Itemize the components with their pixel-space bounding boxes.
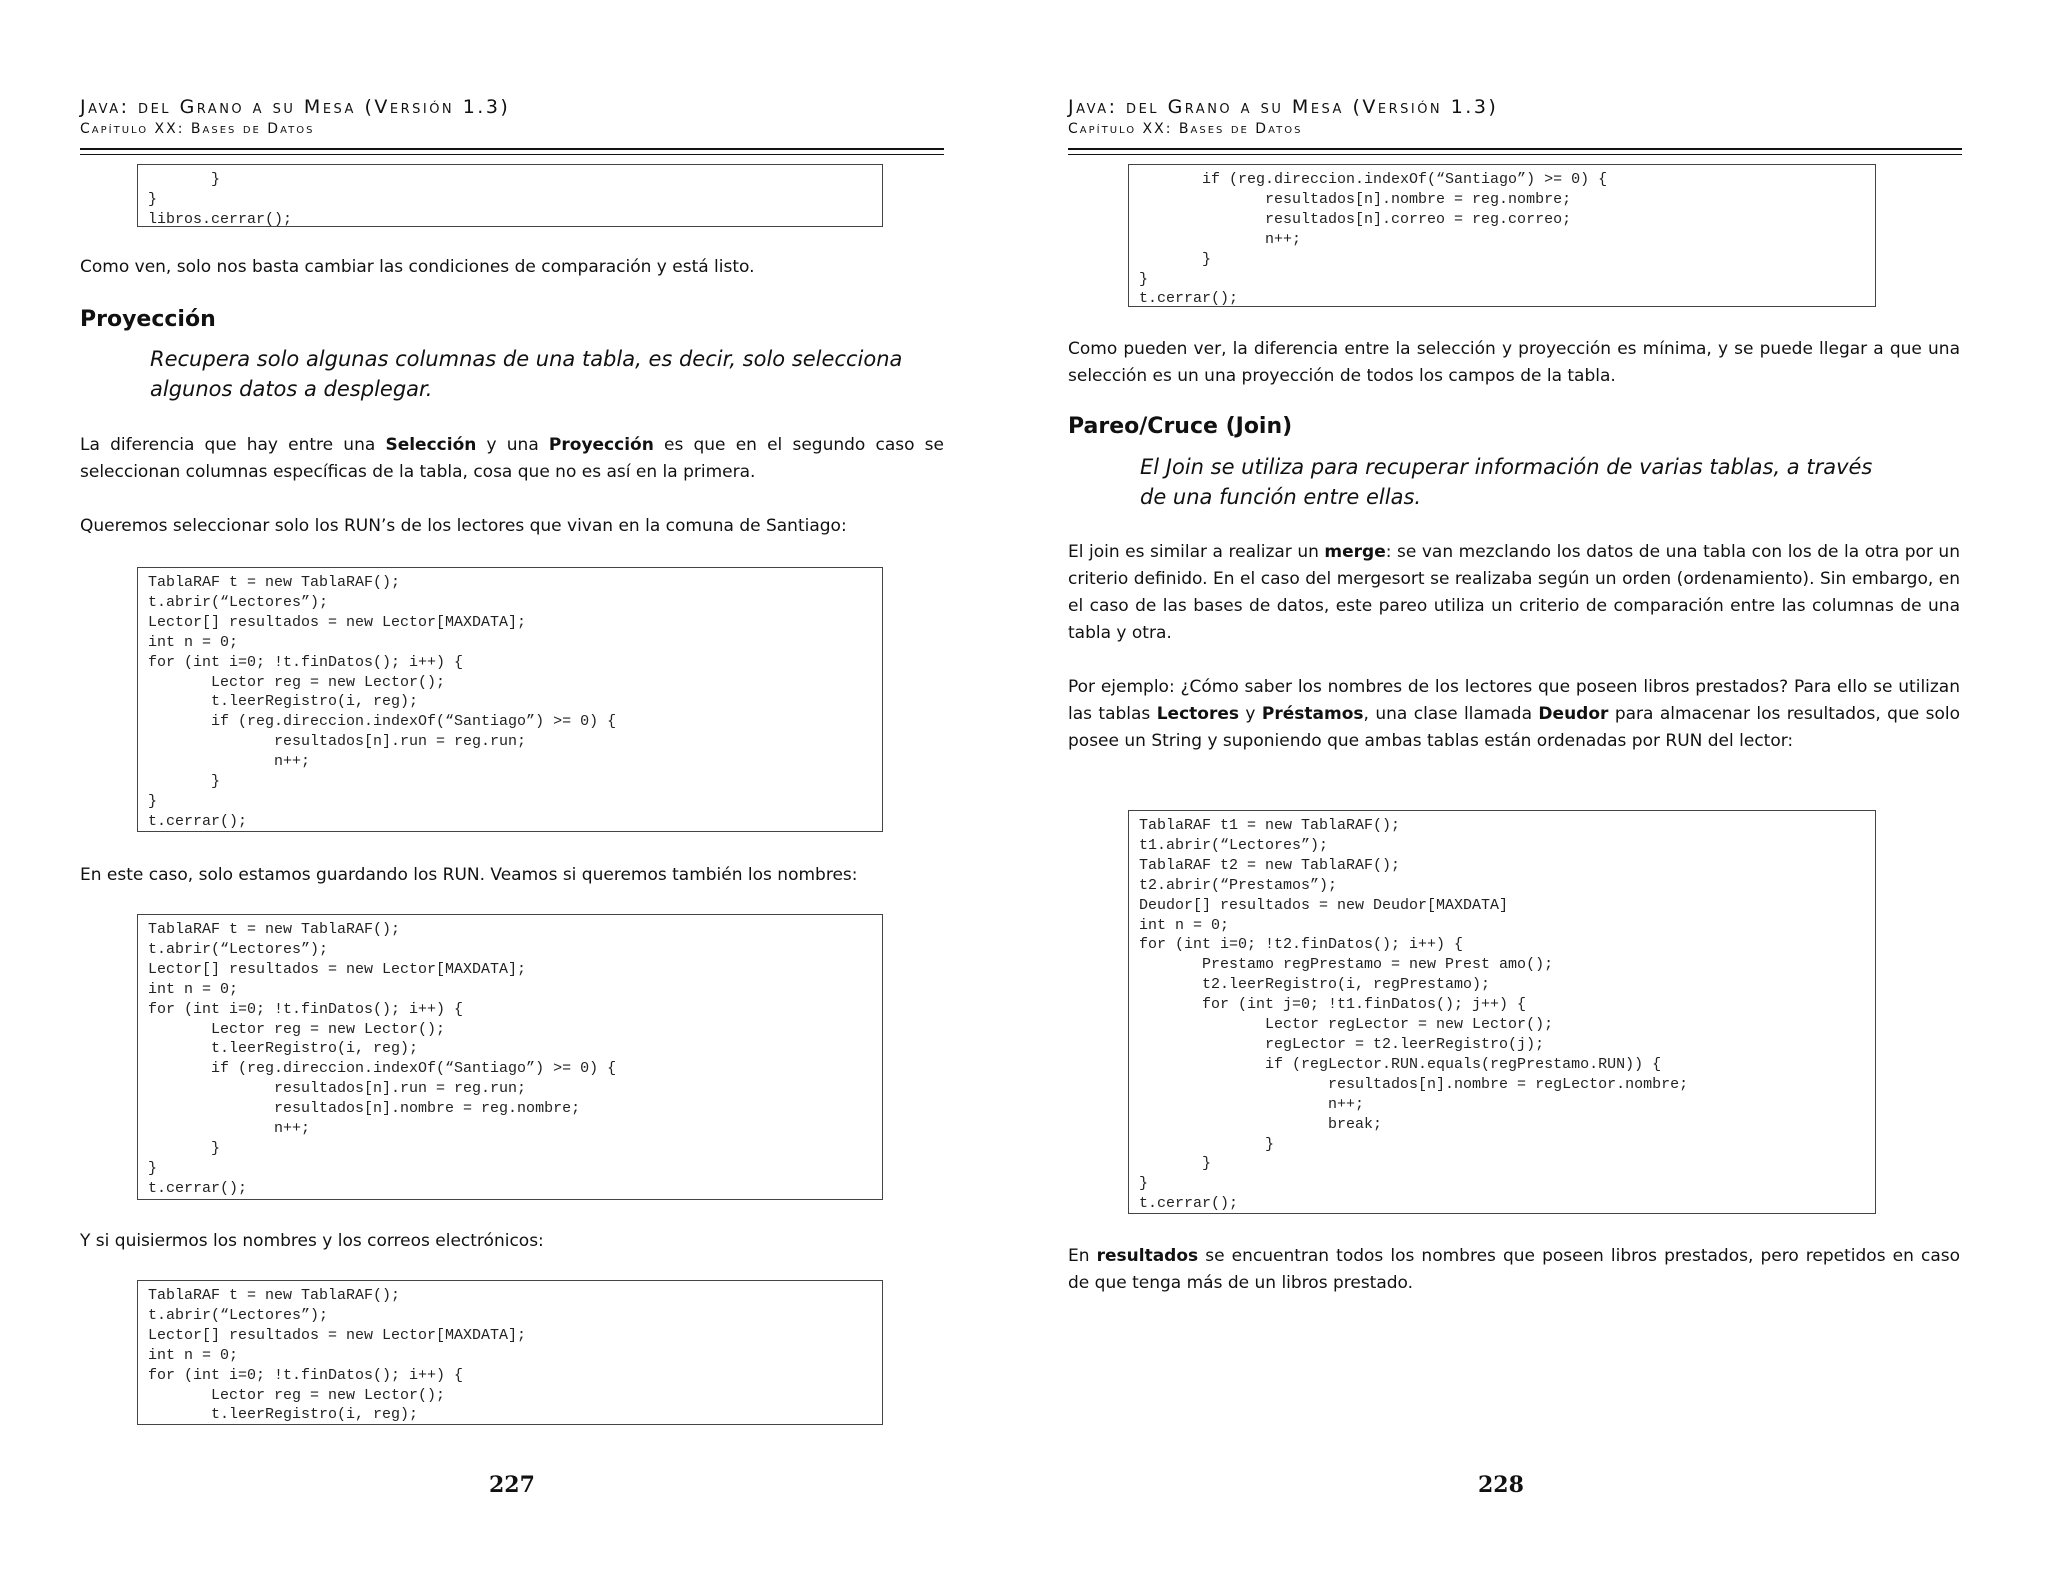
header-rule-thin bbox=[1068, 154, 1962, 155]
code-block bbox=[1128, 810, 1876, 1214]
running-header-chapter: Capítulo XX: Bases de Datos bbox=[80, 121, 315, 137]
header-rule-thin bbox=[80, 154, 944, 155]
code-block bbox=[137, 1280, 883, 1425]
paragraph: En este caso, solo estamos guardando los RUN. Veamos si queremos también los nombres: bbox=[80, 865, 858, 885]
header-rule bbox=[80, 148, 944, 150]
paragraph: Y si quisiermos los nombres y los correos electrónicos: bbox=[80, 1231, 544, 1251]
bold-term: Proyección bbox=[548, 435, 654, 455]
right-page bbox=[1024, 0, 2048, 1582]
bold-term: merge bbox=[1324, 542, 1386, 562]
code-block bbox=[137, 164, 883, 227]
definition-quote-line-1: Recupera solo algunas columnas de una tabla, es decir, solo selecciona bbox=[150, 347, 903, 371]
paragraph: Como pueden ver, la diferencia entre la selección y proyección es mínima, y se puede llegar a que una selección es un una proyección de todos los campos de la tabla. bbox=[1068, 339, 1960, 386]
paragraph: En resultados se encuentran todos los nombres que poseen libros prestados, pero repetidos en caso de que tenga más de un libros prestado. bbox=[1068, 1246, 1960, 1293]
header-rule bbox=[1068, 148, 1962, 150]
code-block bbox=[137, 914, 883, 1200]
bold-term: Selección bbox=[385, 435, 477, 455]
paragraph: Como ven, solo nos basta cambiar las condiciones de comparación y está listo. bbox=[80, 257, 755, 277]
definition-quote-line-1: El Join se utiliza para recuperar información de varias tablas, a través bbox=[1140, 455, 1873, 479]
definition-quote-line-2: algunos datos a desplegar. bbox=[150, 377, 433, 401]
running-header-chapter: Capítulo XX: Bases de Datos bbox=[1068, 121, 1303, 137]
code-text: if (reg.direccion.indexOf(“Santiago”) >= 0) { resultados[n].nombre = reg.nombre; resultados[n].correo = reg.correo; n++; } } t.cerrar(); bbox=[1139, 171, 1608, 307]
bold-term: Deudor bbox=[1538, 704, 1609, 724]
section-title: Proyección bbox=[80, 307, 216, 332]
section-title: Pareo/Cruce (Join) bbox=[1068, 414, 1293, 439]
bold-term: Lectores bbox=[1156, 704, 1239, 724]
page-number: 228 bbox=[1478, 1472, 1524, 1498]
definition-quote-line-2: de una función entre ellas. bbox=[1140, 485, 1422, 509]
code-text: TablaRAF t = new TablaRAF(); t.abrir(“Lectores”); Lector[] resultados = new Lector[MAXDATA]; int n = 0; for (int i=0; !t.finDatos(); i++) { Lector reg = new Lector(); t.leerRegistro(i, reg); if (reg.direccion.indexOf(“Santiago”) >= 0) { resultados[n].run = reg.run; n++; } } t.cerrar(); bbox=[148, 574, 617, 830]
bold-term: Préstamos bbox=[1261, 704, 1364, 724]
running-header-title: Java: del Grano a su Mesa (Versión 1.3) bbox=[1068, 96, 1499, 118]
code-text: TablaRAF t1 = new TablaRAF(); t1.abrir(“Lectores”); TablaRAF t2 = new TablaRAF(); t2.abrir(“Prestamos”); Deudor[] resultados = new Deudor[MAXDATA] int n = 0; for (int i=0; !t2.finDatos(); i++) { Prestamo regPrestamo = new Prest amo(); t2.leerRegistro(i, regPrestamo); for (int j=0; !t1.finDatos(); j++) { Lector regLector = new Lector(); regLector = t2.leerRegistro(j); if (regLector.RUN.equals(regPrestamo.RUN)) { resultados[n].nombre = regLector.nombre; n++; break; } } } t.cerrar(); bbox=[1139, 817, 1689, 1213]
paragraph: Queremos seleccionar solo los RUN’s de los lectores que vivan en la comuna de Santiago: bbox=[80, 516, 847, 536]
paragraph: El join es similar a realizar un merge: se van mezclando los datos de una tabla con los de la otra por un criterio definido. En el caso del mergesort se realizaba según un orden (ordenamiento). Sin embargo, en el caso de las bases de datos, este pareo utiliza un criterio de comparación entre las columnas de una tabla y otra. bbox=[1068, 542, 1960, 643]
paragraph: La diferencia que hay entre una Selección y una Proyección es que en el segundo caso se seleccionan columnas específicas de la tabla, cosa que no es así en la primera. bbox=[80, 435, 944, 482]
code-text: } } libros.cerrar(); bbox=[148, 171, 293, 227]
code-text: TablaRAF t = new TablaRAF(); t.abrir(“Lectores”); Lector[] resultados = new Lector[MAXDATA]; int n = 0; for (int i=0; !t.finDatos(); i++) { Lector reg = new Lector(); t.leerRegistro(i, reg); bbox=[148, 1287, 527, 1424]
paragraph: Por ejemplo: ¿Cómo saber los nombres de los lectores que poseen libros prestados? Para ello se utilizan las tablas Lectores y Préstamos, una clase llamada Deudor para almacenar los resultados, que solo posee un String y suponiendo que ambas tablas están ordenadas por RUN del lector: bbox=[1068, 677, 1960, 751]
code-block bbox=[137, 567, 883, 832]
code-text: TablaRAF t = new TablaRAF(); t.abrir(“Lectores”); Lector[] resultados = new Lector[MAXDATA]; int n = 0; for (int i=0; !t.finDatos(); i++) { Lector reg = new Lector(); t.leerRegistro(i, reg); if (reg.direccion.indexOf(“Santiago”) >= 0) { resultados[n].run = reg.run; resultados[n].nombre = reg.nombre; n++; } } t.cerrar(); bbox=[148, 921, 617, 1197]
code-block bbox=[1128, 164, 1876, 307]
running-header-title: Java: del Grano a su Mesa (Versión 1.3) bbox=[80, 96, 511, 118]
page-number: 227 bbox=[489, 1472, 535, 1498]
bold-term: resultados bbox=[1096, 1246, 1199, 1266]
